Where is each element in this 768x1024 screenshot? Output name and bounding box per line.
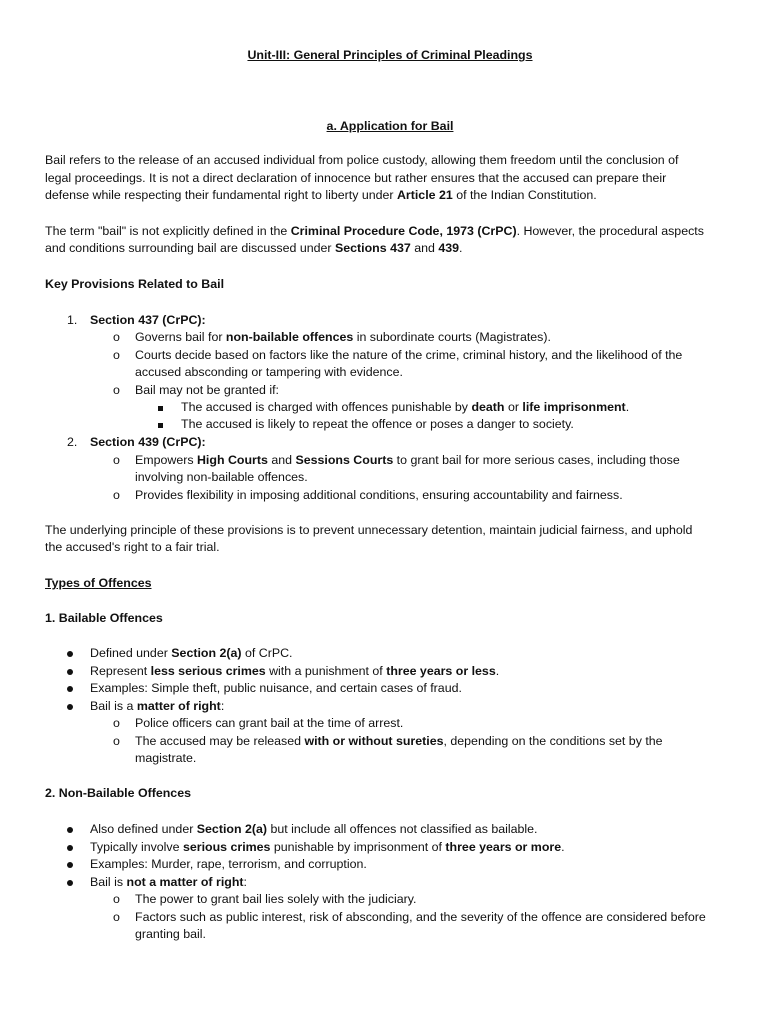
- bullet-icon: [67, 651, 73, 657]
- circle-bullet-icon: o: [113, 716, 120, 730]
- circle-bullet-icon: o: [113, 348, 120, 362]
- circle-bullet-icon: o: [113, 330, 120, 344]
- circle-bullet-icon: o: [113, 892, 120, 906]
- bullet-icon: [67, 827, 73, 833]
- bullet-icon: [67, 845, 73, 851]
- bullet-icon: [67, 669, 73, 675]
- bullet-icon: [67, 880, 73, 886]
- types-of-offences-heading: Types of Offences: [45, 576, 152, 590]
- key-provisions-heading: Key Provisions Related to Bail: [45, 277, 225, 291]
- circle-bullet-icon: o: [113, 488, 120, 502]
- square-bullet-icon: [158, 406, 163, 411]
- bullet-icon: [67, 686, 73, 692]
- circle-bullet-icon: o: [113, 383, 120, 397]
- square-bullet-icon: [158, 423, 163, 428]
- section-heading-application-for-bail: a. Application for Bail: [326, 119, 454, 133]
- bullet-icon: [67, 704, 73, 710]
- circle-bullet-icon: o: [113, 734, 120, 748]
- circle-bullet-icon: o: [113, 910, 120, 924]
- circle-bullet-icon: o: [113, 453, 120, 467]
- bullet-icon: [67, 862, 73, 868]
- document-title: Unit-III: General Principles of Criminal Pleadings: [247, 48, 533, 62]
